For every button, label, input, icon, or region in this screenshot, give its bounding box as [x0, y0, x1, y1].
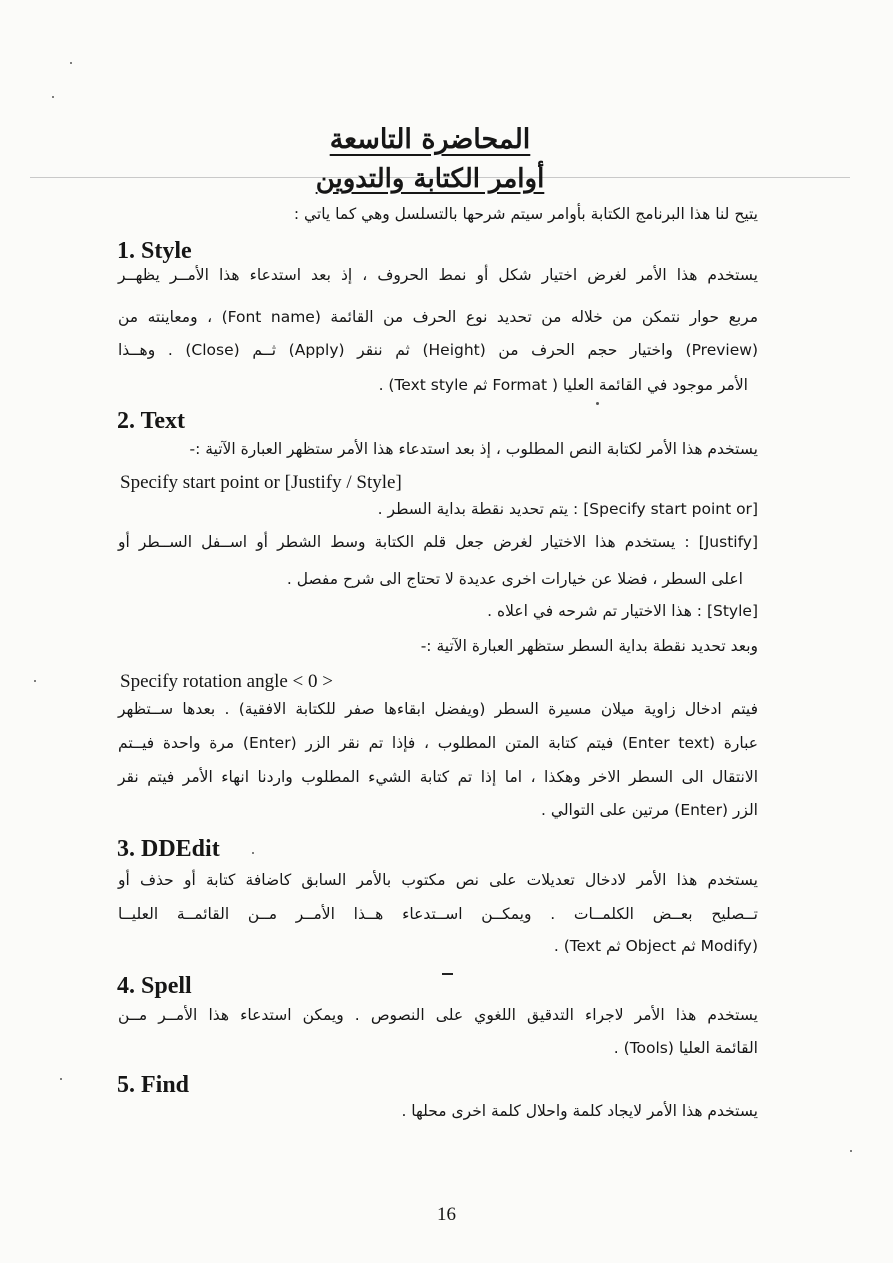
scan-speck: [52, 96, 54, 98]
style-line-2: مربع حوار نتمكن من خلاله من تحديد نوع الحرف من القائمة (Font name) ، ومعاينته من: [118, 308, 758, 326]
find-line-1: يستخدم هذا الأمر لايجاد كلمة واحلال كلمة اخرى محلها .: [401, 1102, 758, 1120]
style-line-1: يستخدم هذا الأمر لغرض اختيار شكل أو نمط الحروف ، إذ بعد استدعاء هذا الأمــر يظهــر: [118, 266, 758, 284]
lecture-subtitle: أوامر الكتابة والتدوين: [315, 164, 545, 194]
scan-speck: [850, 1150, 852, 1152]
spell-line-2: القائمة العليا (Tools) .: [613, 1039, 758, 1057]
scan-speck: [34, 680, 36, 682]
style-line-4: الأمر موجود في القائمة العليا ( Format ثم Text style) .: [378, 376, 748, 394]
section-heading-ddedit: 3. DDEdit: [117, 836, 220, 862]
lecture-title: المحاضرة التاسعة: [329, 124, 531, 155]
text-line-9: فيتم ادخال زاوية ميلان مسيرة السطر (ويفضل ابقاءها صفر للكتابة الافقية) . بعدها ســتظهر: [118, 700, 758, 718]
scan-speck: [60, 1078, 62, 1080]
section-heading-style: 1. Style: [117, 238, 192, 264]
text-line-3: [Specify start point or] : يتم تحديد نقطة بداية السطر .: [377, 500, 758, 518]
section-heading-text: 2. Text: [117, 408, 186, 434]
text-line-6: [Style] : هذا الاختيار تم شرحه في اعلاه .: [487, 602, 758, 620]
style-line-3: (Preview) واختيار حجم الحرف من (Height) ثم ننقر (Apply) ثــم (Close) . وهــذا: [118, 341, 758, 359]
text-line-4: [Justify] : يستخدم هذا الاختيار لغرض جعل قلم الكتابة وسط الشطر أو اســفل الســطر أو: [118, 533, 758, 551]
text-prompt-2: Specify rotation angle < 0 >: [120, 671, 333, 692]
text-line-12: الزر (Enter) مرتين على التوالي .: [541, 801, 758, 819]
text-line-5: اعلى السطر ، فضلا عن خيارات اخرى عديدة لا تحتاج الى شرح مفصل .: [286, 570, 743, 588]
scan-mark: [442, 973, 453, 975]
text-line-10: عبارة (Enter text) فيتم كتابة المتن المطلوب ، فإذا تم نقر الزر (Enter) مرة واحدة فيــتم: [118, 734, 758, 752]
scan-speck: [70, 62, 72, 64]
section-heading-find: 5. Find: [117, 1072, 190, 1098]
text-line-7: وبعد تحديد نقطة بداية السطر ستظهر العبارة الآتية :-: [420, 637, 758, 655]
ddedit-line-3: (Modify ثم Object ثم Text) .: [553, 937, 758, 955]
scan-speck: [252, 852, 254, 854]
intro-paragraph: يتيح لنا هذا البرنامج الكتابة بأوامر سيتم شرحها بالتسلسل وهي كما ياتي :: [293, 205, 758, 223]
page-number: 16: [437, 1204, 456, 1225]
ddedit-line-1: يستخدم هذا الأمر لادخال تعديلات على نص مكتوب بالأمر السابق كاضافة كتابة أو حذف أو: [118, 871, 758, 889]
ddedit-line-2: تــصليح بعــض الكلمــات . ويمكــن اســتدعاء هــذا الأمــر مــن القائمــة العليــا: [118, 905, 758, 923]
spell-line-1: يستخدم هذا الأمر لاجراء التدقيق اللغوي على النصوص . ويمكن استدعاء هذا الأمــر مــن: [118, 1006, 758, 1024]
scan-speck: [596, 402, 599, 405]
text-line-1: يستخدم هذا الأمر لكتابة النص المطلوب ، إذ بعد استدعاء هذا الأمر ستظهر العبارة الآتية :-: [189, 440, 758, 458]
text-line-11: الانتقال الى السطر الاخر وهكذا ، اما إذا تم كتابة الشيء المطلوب واردنا انهاء الأمر فيتم نقر: [118, 768, 758, 786]
text-prompt-1: Specify start point or [Justify / Style]: [120, 472, 402, 493]
section-heading-spell: 4. Spell: [117, 973, 192, 999]
